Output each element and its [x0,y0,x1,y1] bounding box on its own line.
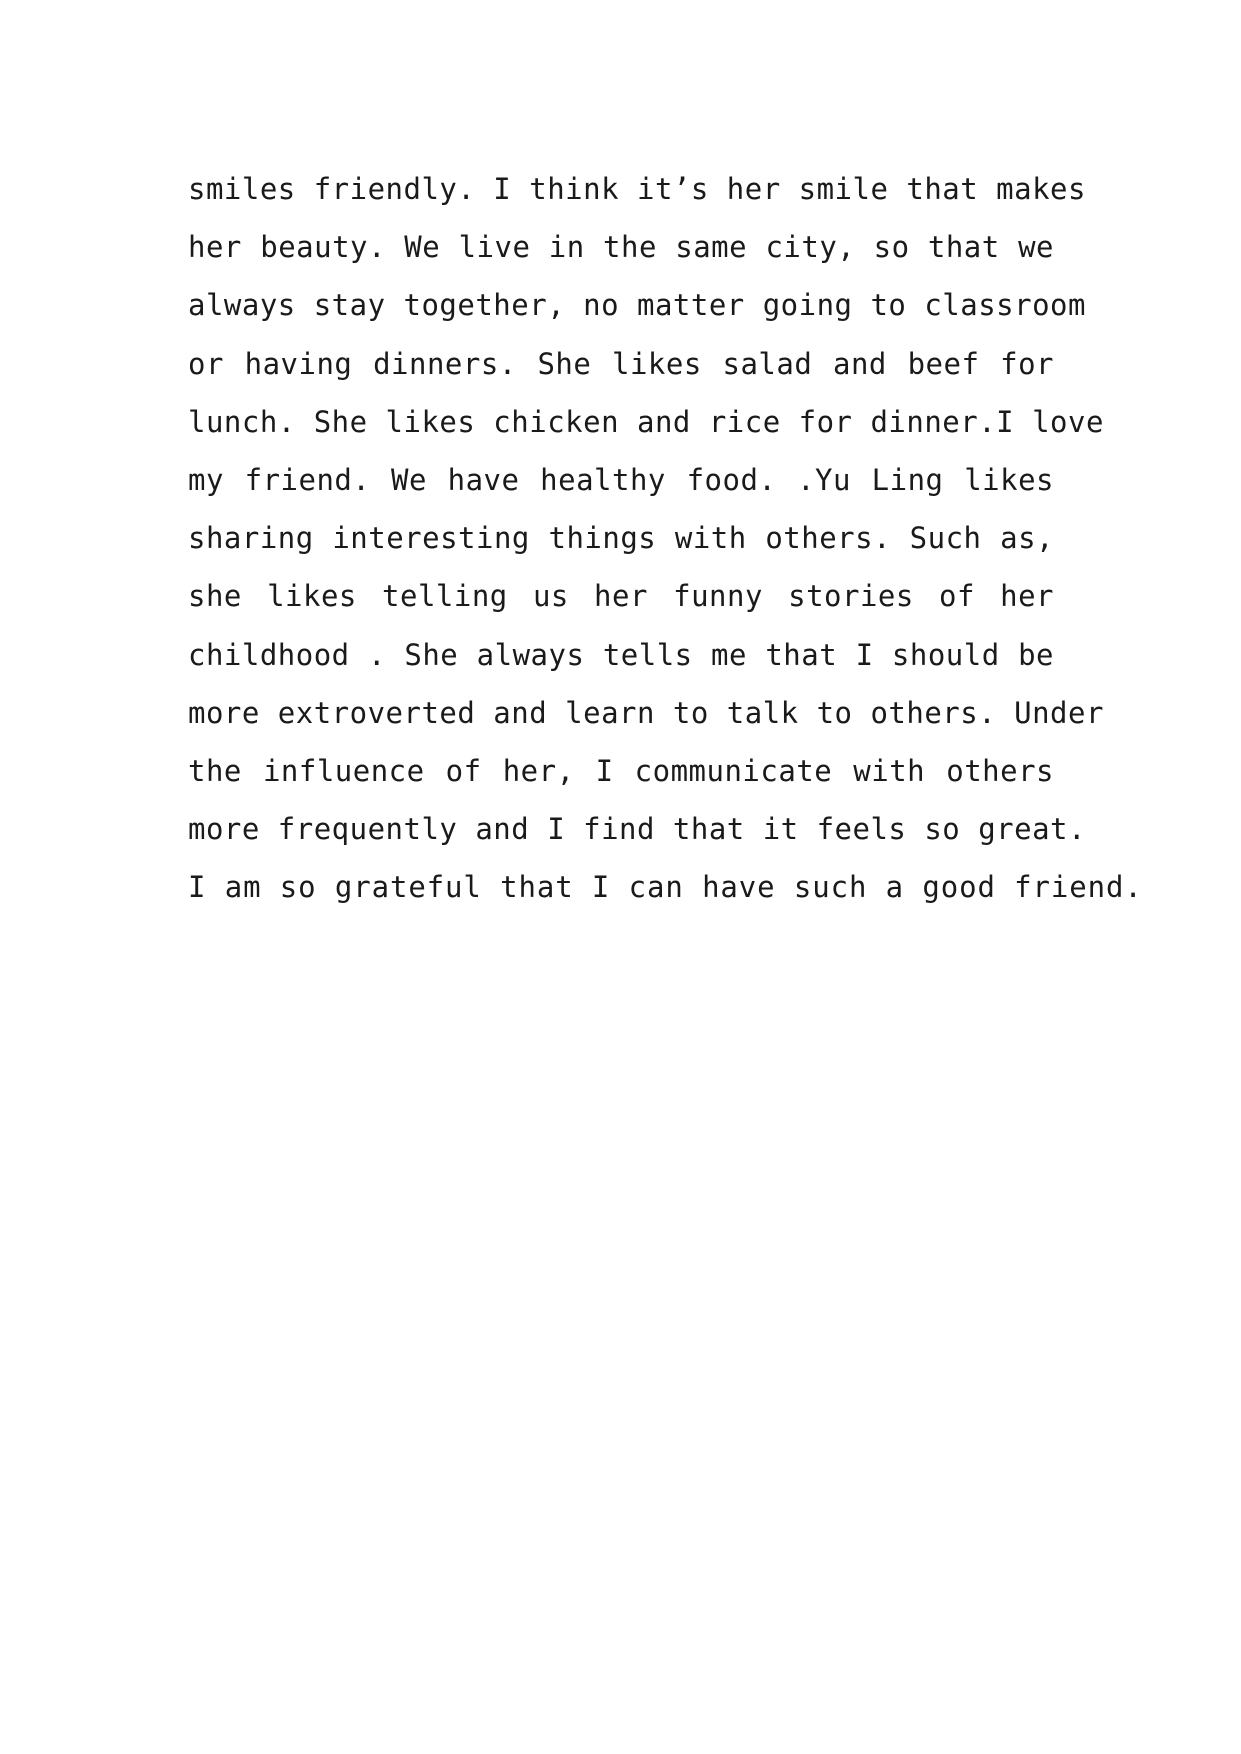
text-line: she likes telling us her funny stories of her [188,579,1054,614]
text-line: sharing interesting things with others. Such as, [188,521,1054,556]
text-line: I am so grateful that I can have such a good friend. [188,870,1143,905]
text-line: my friend. We have healthy food. .Yu Ling likes [188,462,1054,497]
essay-body [188,160,1143,916]
text-line: more extroverted and learn to talk to others. Under [188,695,1104,730]
text-line: the influence of her, I communicate with others [188,753,1054,788]
text-line: always stay together, no matter going to classroom [188,288,1086,323]
text-line: more frequently and I find that it feels so great. [188,812,1086,847]
text-line: childhood . She always tells me that I should be [188,637,1054,672]
text-line: her beauty. We live in the same city, so that we [188,230,1054,265]
text-line: lunch. She likes chicken and rice for dinner.I love [188,404,1104,439]
text-line: or having dinners. She likes salad and beef for [188,346,1054,381]
text-line: smiles friendly. I think it’s her smile that makes [188,172,1086,206]
